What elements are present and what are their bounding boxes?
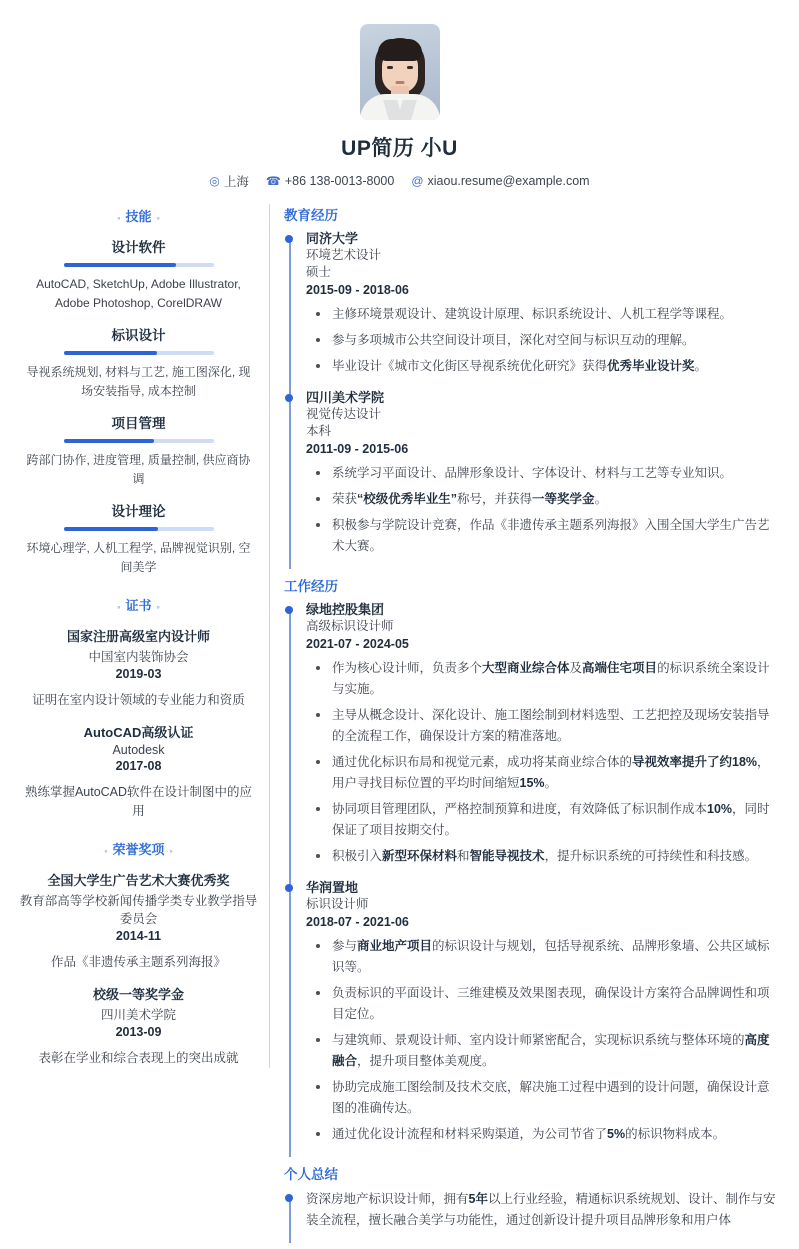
skill-description: AutoCAD, SketchUp, Adobe Illustrator, Adobe Photoshop, CorelDRAW: [36, 277, 241, 310]
work-timeline: [284, 601, 781, 1157]
award-item: [18, 984, 259, 1068]
skill-name: 设计软件: [111, 240, 166, 255]
contact-phone: [266, 174, 394, 188]
education-item-subtitle: 环境艺术设计: [306, 248, 382, 262]
work-section: [284, 575, 781, 1157]
certificate-item-title: AutoCAD高级认证: [83, 725, 194, 740]
work-item-point: 通过优化标识布局和视觉元素，成功将某商业综合体的导视效率提升了约18%，用户寻找目标位置的平均时间缩短15%。: [306, 752, 781, 794]
work-item-points: [306, 658, 781, 867]
title-dot-right: ◦: [156, 601, 160, 612]
work-item-date: 2018-07 - 2021-06: [306, 915, 409, 929]
title-dot-left: ◦: [104, 845, 108, 856]
at-sign-icon: @: [411, 174, 424, 188]
education-item-point: 毕业设计《城市文化街区导视系统优化研究》获得优秀毕业设计奖。: [306, 356, 781, 377]
contact-location: [209, 172, 249, 190]
work-item-subtitle: 标识设计师: [306, 897, 369, 911]
work-item-date: 2021-07 - 2024-05: [306, 637, 409, 651]
summary-text: 资深房地产标识设计师，拥有5年以上行业经验，精通标识系统规划、设计、制作与安装全流程，擅长融合美学与功能性，通过创新设计提升项目品牌形象和用户体: [306, 1192, 776, 1227]
work-item-point: 负责标识的平面设计、三维建模及效果图表现，确保设计方案符合品牌调性和项目定位。: [306, 983, 781, 1025]
work-item-point: 与建筑师、景观设计师、室内设计师紧密配合，实现标识系统与整体环境的高度融合，提升项目整体美观度。: [306, 1030, 781, 1072]
summary-timeline: [284, 1189, 781, 1243]
avatar-eye-right: [407, 66, 413, 69]
skills-section-title: [18, 206, 259, 225]
award-item-date: 2014-11: [115, 929, 162, 943]
avatar-fringe: [378, 39, 422, 61]
education-item-date: 2015-09 - 2018-06: [306, 283, 409, 297]
certificate-item-org: Autodesk: [112, 743, 165, 757]
email-text: xiaou.resume@example.com: [427, 174, 590, 188]
certificate-item-org: 中国室内装饰协会: [88, 650, 189, 664]
work-item-point: 积极引入新型环保材料和智能导视技术，提升标识系统的可持续性和科技感。: [306, 846, 781, 867]
summary-section-title: 个人总结: [284, 1167, 338, 1182]
resume-body: [18, 204, 781, 1249]
work-section-title: 工作经历: [284, 579, 338, 594]
award-item-title: 校级一等奖学金: [92, 987, 184, 1002]
certificate-item: [18, 626, 259, 710]
certificates-title-text: 证书: [125, 598, 152, 613]
certificate-item-date: 2019-03: [115, 667, 162, 681]
phone-icon: ☎: [265, 174, 281, 188]
title-dot-right: ◦: [169, 845, 173, 856]
skill-description: 环境心理学, 人机工程学, 品牌视觉识别, 空间美学: [26, 541, 251, 574]
work-item-org: 华润置地: [306, 880, 359, 895]
avatar-eye-left: [387, 66, 393, 69]
education-item: [306, 230, 781, 389]
skill-level-bar: [64, 527, 214, 531]
award-item-org: 教育部高等学校新闻传播学类专业教学指导委员会: [19, 894, 258, 926]
sidebar: [18, 204, 270, 1068]
award-item-description: 作品《非遗传承主题系列海报》: [50, 955, 226, 969]
summary-item: [306, 1189, 781, 1243]
work-item-point: 作为核心设计师，负责多个大型商业综合体及高端住宅项目的标识系统全案设计与实施。: [306, 658, 781, 700]
main-content: [270, 204, 781, 1249]
work-item-point: 协助完成施工图绘制及技术交底，解决施工过程中遇到的设计问题，确保设计意图的准确传达。: [306, 1077, 781, 1119]
education-item-degree: 硕士: [306, 265, 332, 279]
award-item-description: 表彰在学业和综合表现上的突出成就: [38, 1051, 239, 1065]
skill-name: 设计理论: [111, 504, 166, 519]
certificates-list: [18, 626, 259, 821]
work-item-subtitle: 高级标识设计师: [306, 619, 394, 633]
skill-name: 标识设计: [111, 328, 166, 343]
certificate-item-title: 国家注册高级室内设计师: [66, 629, 210, 644]
award-item-date: 2013-09: [115, 1025, 162, 1039]
skills-list: [18, 236, 259, 577]
skills-title-text: 技能: [125, 209, 152, 224]
education-item-point: 参与多项城市公共空间设计项目，深化对空间与标识互动的理解。: [306, 330, 781, 351]
education-item-point: 系统学习平面设计、品牌形象设计、字体设计、材料与工艺等专业知识。: [306, 463, 781, 484]
education-section: [284, 204, 781, 569]
award-item: [18, 870, 259, 972]
skill-description: 跨部门协作, 进度管理, 质量控制, 供应商协调: [26, 453, 251, 486]
work-item-org: 绿地控股集团: [306, 602, 385, 617]
certificates-section-title: [18, 595, 259, 614]
work-item-point: 参与商业地产项目的标识设计与规划，包括导视系统、品牌形象墙、公共区域标识等。: [306, 936, 781, 978]
award-item-org: 四川美术学院: [100, 1008, 176, 1022]
work-item-point: 协同项目管理团队，严格控制预算和进度，有效降低了标识制作成本10%，同时保证了项目按期交付。: [306, 799, 781, 841]
education-item-date: 2011-09 - 2015-06: [306, 442, 409, 456]
certificate-item: [18, 722, 259, 821]
avatar-mouth: [395, 81, 404, 84]
skill-level-fill: [64, 439, 154, 443]
education-item-point: 荣获“校级优秀毕业生”称号，并获得一等奖学金。: [306, 489, 781, 510]
education-item-point: 积极参与学院设计竞赛，作品《非遗传承主题系列海报》入围全国大学生广告艺术大赛。: [306, 515, 781, 557]
education-item-subtitle: 视觉传达设计: [306, 407, 382, 421]
education-item-degree: 本科: [306, 424, 332, 438]
certificate-item-description: 证明在室内设计领域的专业能力和资质: [32, 693, 245, 707]
skill-item: [18, 500, 259, 577]
skill-item: [18, 324, 259, 401]
contact-bar: [18, 172, 781, 190]
education-item: [306, 389, 781, 569]
skill-description: 导视系统规划, 材料与工艺, 施工图深化, 现场安装指导, 成本控制: [26, 365, 251, 398]
title-dot-right: ◦: [156, 212, 160, 223]
skill-item: [18, 236, 259, 313]
skill-level-fill: [64, 263, 177, 267]
awards-list: [18, 870, 259, 1068]
award-item-title: 全国大学生广告艺术大赛优秀奖: [47, 873, 230, 888]
awards-section-title: [18, 839, 259, 858]
summary-section: [284, 1163, 781, 1243]
skill-level-fill: [64, 527, 159, 531]
resume-header: [18, 18, 781, 190]
skill-level-fill: [64, 351, 157, 355]
profile-photo: [360, 24, 440, 120]
education-item-org: 同济大学: [306, 231, 359, 246]
work-item-points: [306, 936, 781, 1145]
education-item-points: [306, 304, 781, 377]
skill-level-bar: [64, 263, 214, 267]
certificate-item-description: 熟练掌握AutoCAD软件在设计制图中的应用: [24, 785, 253, 818]
certificate-item-date: 2017-08: [115, 759, 162, 773]
work-item-point: 主导从概念设计、深化设计、施工图绘制到材料选型、工艺把控及现场安装指导的全流程工作，确保设计方案的精准落地。: [306, 705, 781, 747]
title-dot-left: ◦: [117, 601, 121, 612]
work-item-point: 通过优化设计流程和材料采购渠道，为公司节省了5%的标识物料成本。: [306, 1124, 781, 1145]
skill-level-bar: [64, 351, 214, 355]
skills-section: [18, 206, 259, 577]
awards-section: [18, 839, 259, 1068]
title-dot-left: ◦: [117, 212, 121, 223]
phone-text: +86 138-0013-8000: [284, 174, 395, 188]
location-pin-icon: ◎: [209, 174, 220, 188]
awards-title-text: 荣誉奖项: [112, 842, 165, 857]
skill-level-bar: [64, 439, 214, 443]
skill-name: 项目管理: [111, 416, 166, 431]
education-item-point: 主修环境景观设计、建筑设计原理、标识系统设计、人机工程学等课程。: [306, 304, 781, 325]
certificates-section: [18, 595, 259, 821]
education-timeline: [284, 230, 781, 569]
work-item: [306, 601, 781, 879]
work-item: [306, 879, 781, 1157]
contact-email[interactable]: [411, 174, 589, 188]
skill-item: [18, 412, 259, 489]
education-section-title: 教育经历: [284, 208, 338, 223]
education-item-org: 四川美术学院: [306, 390, 385, 405]
candidate-name: UP简历 小U: [341, 137, 458, 160]
location-text: 上海: [223, 175, 249, 189]
education-item-points: [306, 463, 781, 557]
